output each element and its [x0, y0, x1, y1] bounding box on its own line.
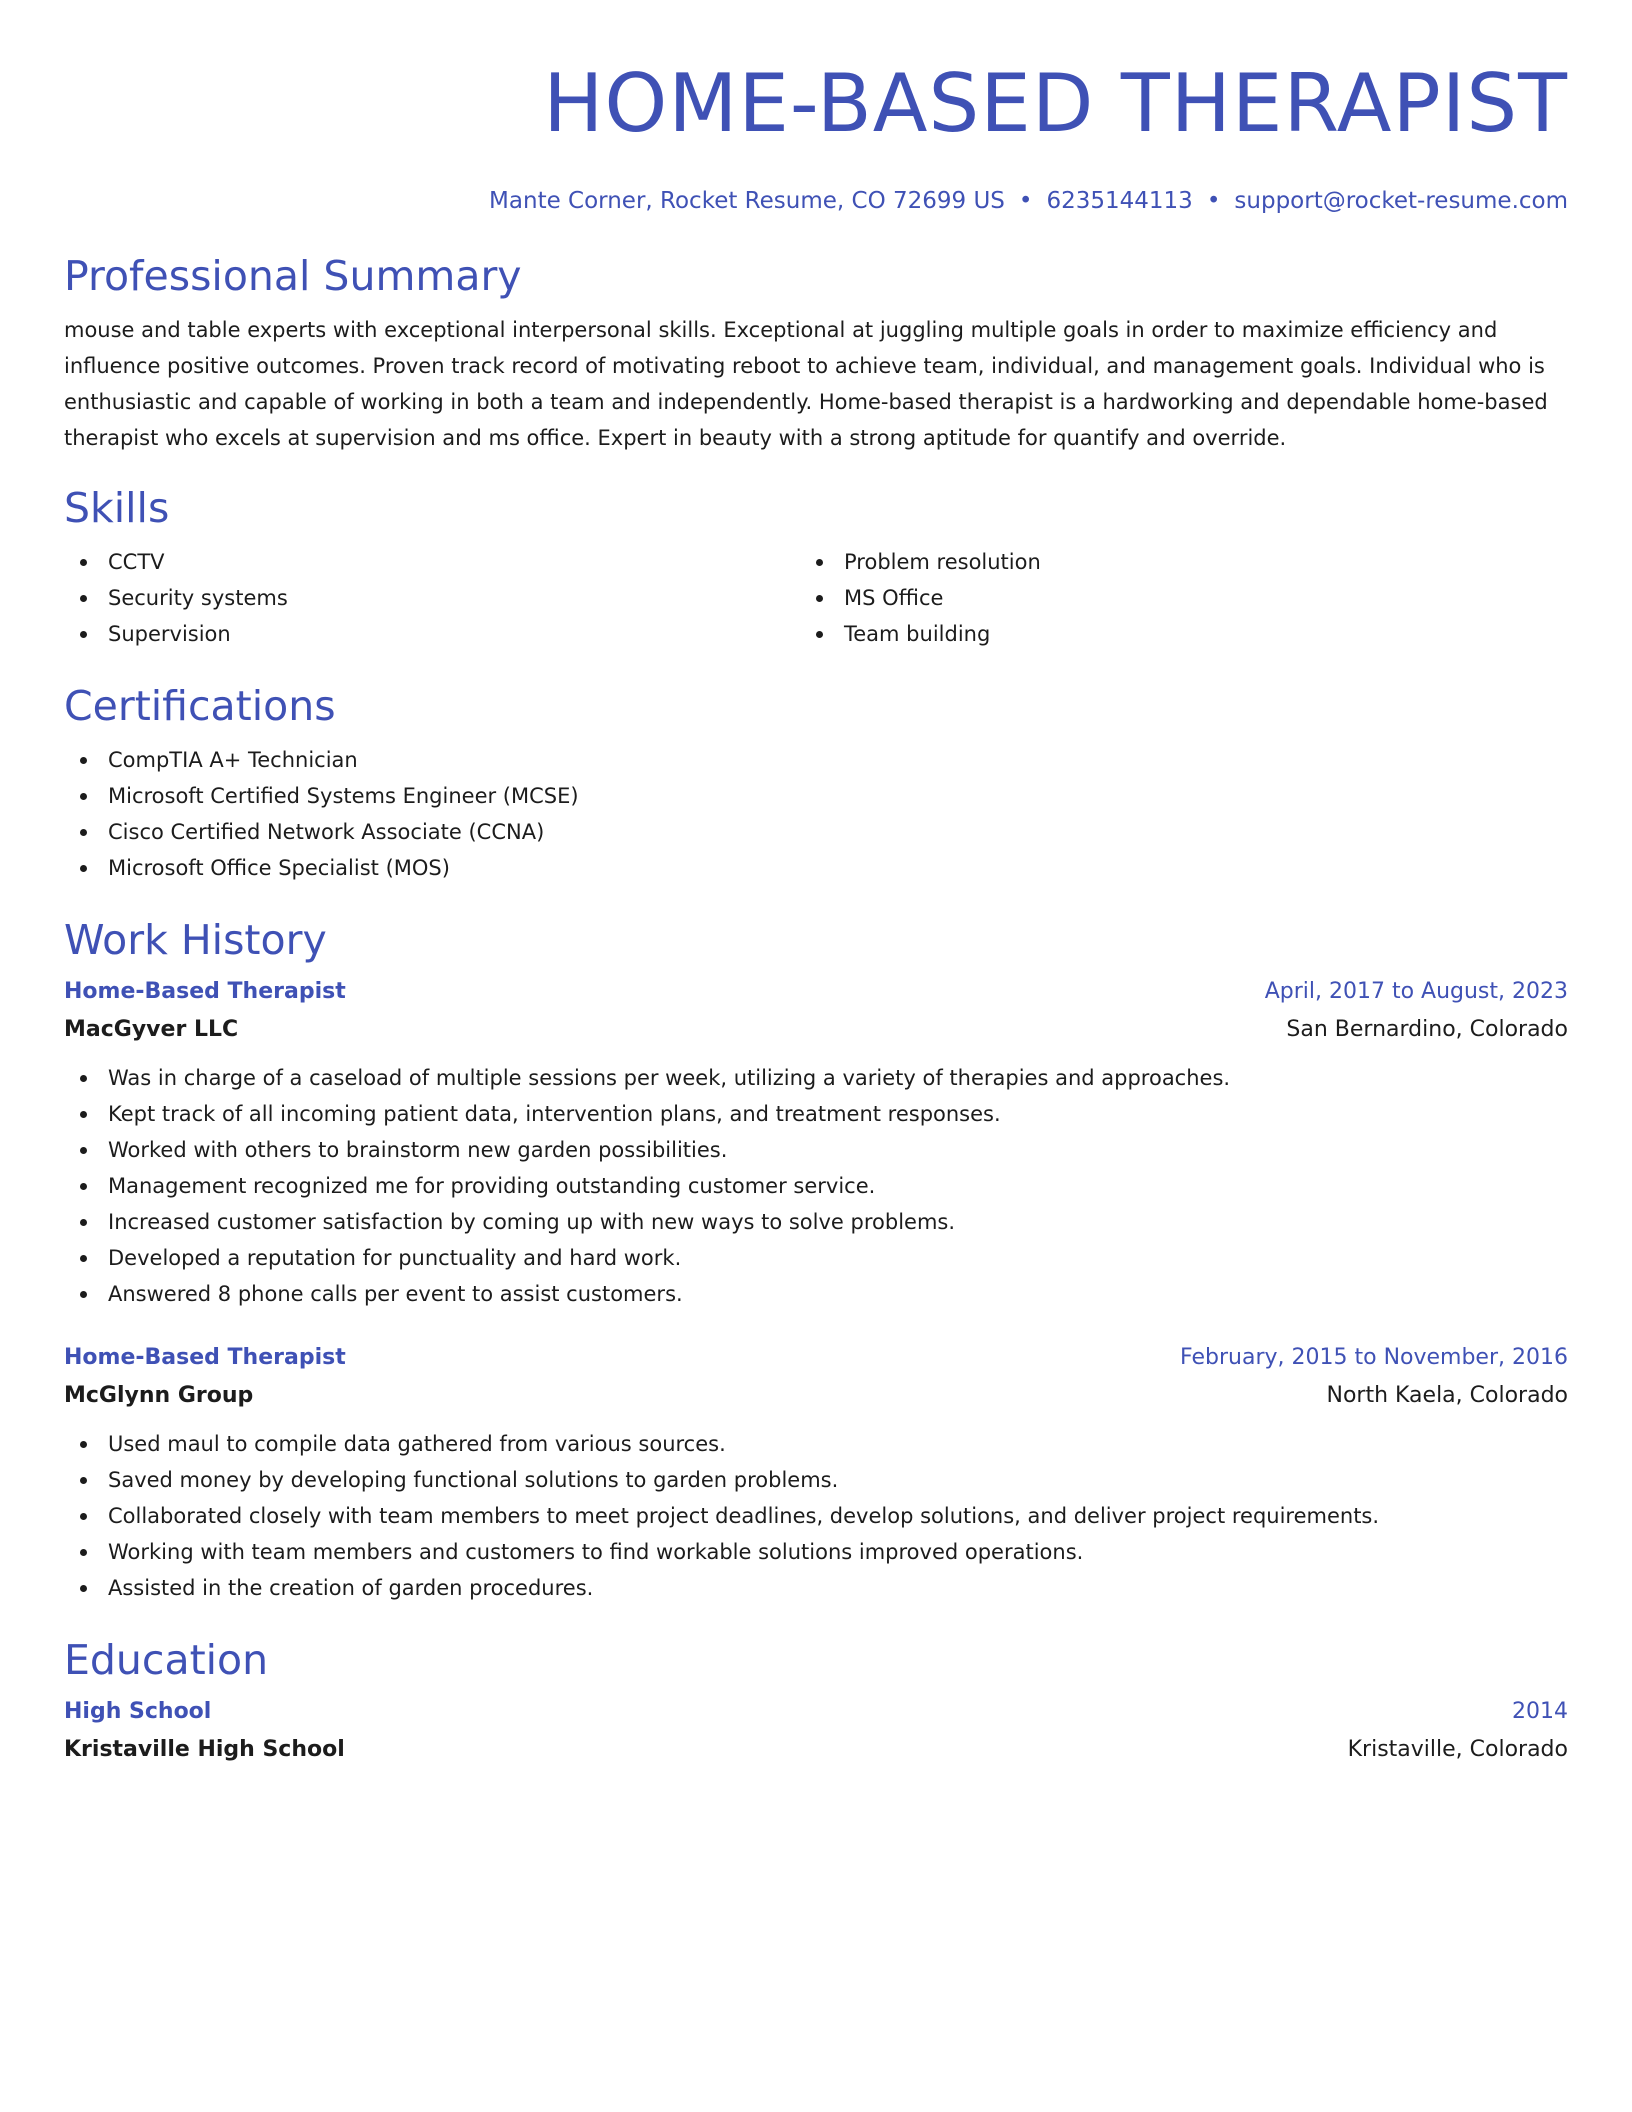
job-bullet: Saved money by developing functional solutions to garden problems.: [64, 1462, 1568, 1498]
skill-item: Supervision: [64, 616, 800, 652]
certifications-section: [64, 680, 1568, 886]
job-dates: April, 2017 to August, 2023: [1264, 979, 1568, 1004]
job-bullet: Management recognized me for providing outstanding customer service.: [64, 1168, 1568, 1204]
job-bullets: [64, 1426, 1568, 1606]
education-year: 2014: [1512, 1699, 1568, 1724]
skills-grid: [64, 544, 1568, 652]
contact-email: support@rocket-resume.com: [1234, 188, 1568, 214]
education-heading: Education: [64, 1636, 269, 1684]
job-dates: February, 2015 to November, 2016: [1180, 1345, 1568, 1370]
skill-item: Security systems: [64, 580, 800, 616]
job-entry: [64, 974, 1568, 1312]
certification-item: Cisco Certified Network Associate (CCNA): [64, 814, 1568, 850]
work-history-section: [64, 914, 1568, 1606]
contact-line: [64, 186, 1568, 216]
contact-phone: 6235144113: [1046, 188, 1193, 214]
job-company-row: [64, 1376, 1568, 1416]
job-bullet: Worked with others to brainstorm new garden possibilities.: [64, 1132, 1568, 1168]
summary-section: [64, 250, 1568, 456]
skill-item: Problem resolution: [800, 544, 1536, 580]
skills-list-right: [800, 544, 1536, 652]
education-degree: High School: [64, 1699, 212, 1724]
job-bullet: Developed a reputation for punctuality and hard work.: [64, 1240, 1568, 1276]
education-location: Kristaville, Colorado: [1347, 1737, 1568, 1762]
education-section: [64, 1634, 1568, 1770]
job-location: San Bernardino, Colorado: [1286, 1017, 1568, 1042]
resume-header: [64, 52, 1568, 216]
certification-item: Microsoft Office Specialist (MOS): [64, 850, 1568, 886]
job-bullet: Assisted in the creation of garden procedures.: [64, 1570, 1568, 1606]
contact-address: Mante Corner, Rocket Resume, CO 72699 US: [489, 188, 1005, 214]
job-company: McGlynn Group: [64, 1383, 254, 1408]
job-bullet: Increased customer satisfaction by coming up with new ways to solve problems.: [64, 1204, 1568, 1240]
certifications-heading: Certifications: [64, 682, 336, 730]
job-bullet: Kept track of all incoming patient data, intervention plans, and treatment responses.: [64, 1096, 1568, 1132]
skill-item: MS Office: [800, 580, 1536, 616]
job-title: Home-Based Therapist: [64, 1345, 346, 1370]
job-title: Home-Based Therapist: [64, 979, 346, 1004]
summary-heading: Professional Summary: [64, 252, 522, 300]
job-bullet: Used maul to compile data gathered from various sources.: [64, 1426, 1568, 1462]
job-company-row: [64, 1010, 1568, 1050]
job-bullets: [64, 1060, 1568, 1312]
job-company: MacGyver LLC: [64, 1017, 239, 1042]
skills-section: [64, 482, 1568, 652]
skill-item: Team building: [800, 616, 1536, 652]
job-location: North Kaela, Colorado: [1326, 1383, 1568, 1408]
work-history-heading: Work History: [64, 916, 327, 964]
summary-text: mouse and table experts with exceptional interpersonal skills. Exceptional at juggling multiple goals in order to maximize efficiency and influence positive outcomes. Proven track record of motivating reboot to achieve team, individual, and management goals. Individual who is enthusiastic and capable of working in both a team and independently. Home-based therapist is a hardworking and dependable home-based therapist who excels at supervision and ms office. Expert in beauty with a strong aptitude for quantify and override.: [64, 318, 1548, 450]
contact-separator: •: [1018, 188, 1033, 214]
job-header-row: [64, 974, 1568, 1010]
education-header-row: [64, 1694, 1568, 1730]
job-bullet: Answered 8 phone calls per event to assist customers.: [64, 1276, 1568, 1312]
skills-list-left: [64, 544, 800, 652]
job-bullet: Collaborated closely with team members to meet project deadlines, develop solutions, and deliver project requirements.: [64, 1498, 1568, 1534]
education-entry: [64, 1694, 1568, 1770]
skills-heading: Skills: [64, 484, 170, 532]
job-bullet: Was in charge of a caseload of multiple sessions per week, utilizing a variety of therapies and approaches.: [64, 1060, 1568, 1096]
skill-item: CCTV: [64, 544, 800, 580]
education-school-row: [64, 1730, 1568, 1770]
certification-item: Microsoft Certified Systems Engineer (MCSE): [64, 778, 1568, 814]
job-bullet: Working with team members and customers to find workable solutions improved operations.: [64, 1534, 1568, 1570]
contact-separator: •: [1206, 188, 1221, 214]
certifications-list: [64, 742, 1568, 886]
certification-item: CompTIA A+ Technician: [64, 742, 1568, 778]
job-entry: [64, 1340, 1568, 1606]
resume-title: HOME-BASED THERAPIST: [543, 57, 1568, 150]
job-header-row: [64, 1340, 1568, 1376]
education-school: Kristaville High School: [64, 1737, 345, 1762]
